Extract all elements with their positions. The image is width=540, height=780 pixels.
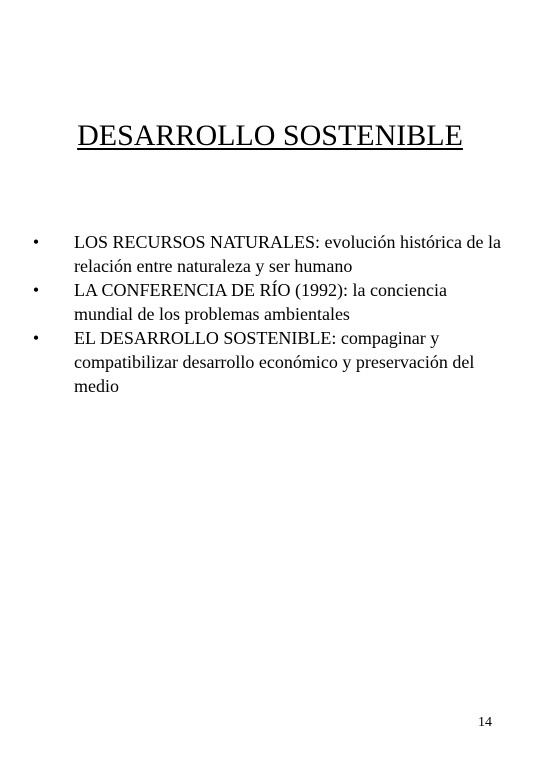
bullet-text: EL DESARROLLO SOSTENIBLE: compaginar y compatibilizar desarrollo económico y preservación del medio [74,328,475,396]
bullet-icon: • [32,328,40,348]
page-number: 14 [478,715,492,730]
bullet-list [0,230,540,398]
list-item [0,230,540,278]
bullet-icon: • [32,232,40,252]
list-item [0,278,540,326]
bullet-text: LA CONFERENCIA DE RÍO (1992): la conciencia mundial de los problemas ambientales [74,280,447,324]
page-title: DESARROLLO SOSTENIBLE [77,119,463,152]
list-item [0,326,540,398]
bullet-icon: • [32,280,40,300]
bullet-text: LOS RECURSOS NATURALES: evolución histórica de la relación entre naturaleza y ser humano [74,232,501,276]
